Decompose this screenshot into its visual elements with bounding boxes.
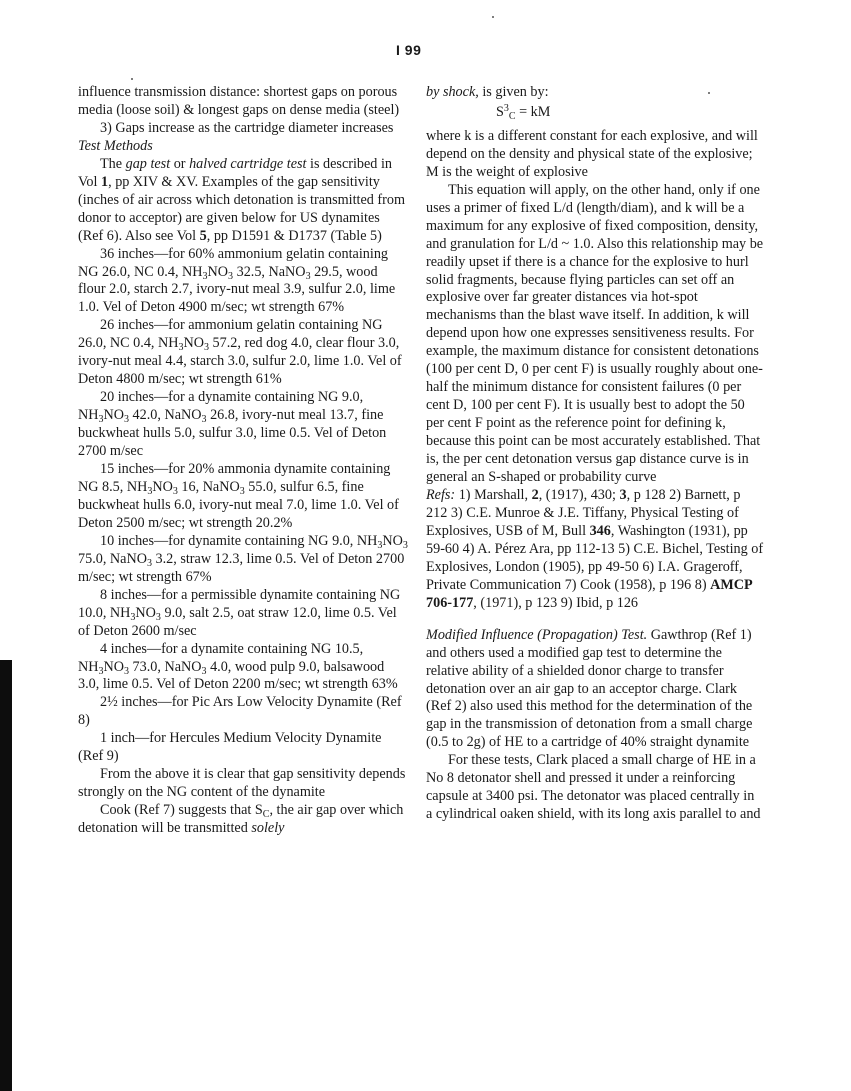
equation: $S^3_C$ = kM — [496, 102, 551, 122]
where-paragraph: where k is a different constant for each explosive, and will depend on the density and physical state of the explosive; M is the weight of explosive — [426, 127, 758, 180]
modified-influence-paragraph: Modified Influence (Propagation) Test. Gawthrop (Ref 1) and others used a modified gap test to determine the relative ability of a shielded donor charge to transfer detonation over an air gap to an acceptor charge. Clark (Ref 2) also used this method for the determination of the gap in the transmission of detonation from a small charge (0.5 to 2g) of HE to a cartridge of 40% straight dynamite — [426, 626, 753, 751]
equation-applicability-paragraph: This equation will apply, on the other hand, only if one uses a primer of fixed L/d (length/diam), and k will be a maximum for any explosive of fixed composition, density, and granulation for L/d ~ 1.0. Also this relationship may be readily upset if there is a chance for the explosive to hurl solid fragments, because flying particles can set off an explosive over far greater distances via hot-spot mechanisms than the blast wave itself. In addition, k will depend upon how one expresses sensitiveness results. For example, the maximum distance for consistent detonations (100 per cent D, 0 per cent F) is usually roughly about one-half the minimum distance for consistent failures (0 per cent D, 100 per cent F). It is usually best to adopt the 50 per cent F point as the reference point for defining k, because this point can be most accurately established. That is, the per cent detonation versus gap distance curve is in general an S-shaped or probability curve — [426, 181, 764, 486]
left-column — [78, 84, 408, 838]
shock-line: by shock, is given by: — [426, 84, 549, 100]
scan-speck — [131, 78, 133, 80]
example-36-inches: 36 inches—for 60% ammonium gelatin containing NG 26.0, NC 0.4, $NH_3NO_3$ 32.5, NaNO$_3$ 29.5, wood flour 2.0, starch 2.7, ivory-nut meal 3.9, sulfur 2.0, lime 1.0. Vel of Deton 4900 m/sec; wt strength 67% — [78, 245, 396, 316]
references: Refs: 1) Marshall, 2, (1917), 430; 3, p 128 2) Barnett, p 212 3) C.E. Munroe & J.E. Tiffany, Physical Testing of Explosives, USB of M, Bull 346, Washington (1931), pp 59-60 4) A. Pérez Ara, pp 112-13 5) C.E. Bichel, Testing of Explosives, London (1905), pp 49-50 6) I.A. Grageroff, Private Communication 7) Cook (1958), p 196 8) AMCP 706-177, (1971), p 123 9) Ibid, p 126 — [426, 486, 764, 611]
example-1-inch: 1 inch—for Hercules Medium Velocity Dynamite (Ref 9) — [78, 730, 382, 765]
example-4-inches: 4 inches—for a dynamite containing NG 10.5, $NH_3NO_3$ 73.0, NaNO$_3$ 4.0, wood pulp 9.0, balsawood 3.0, lime 0.5. Vel of Deton 2200 m/sec; wt strength 63% — [78, 640, 398, 693]
scan-speck — [708, 92, 710, 94]
right-column — [426, 84, 764, 824]
conclusion-paragraph: From the above it is clear that gap sensitivity depends strongly on the NG content of the dynamite — [78, 766, 406, 801]
example-2-5-inches: 2½ inches—for Pic Ars Low Velocity Dynamite (Ref 8) — [78, 694, 402, 729]
test-methods-paragraph: The gap test or halved cartridge test is described in Vol 1, pp XIV & XV. Examples of the gap sensitivity (inches of air across which detonation is transmitted from donor to acceptor) are given below for US dynamites (Ref 6). Also see Vol 5, pp D1591 & D1737 (Table 5) — [78, 155, 406, 244]
scan-edge-bar — [0, 660, 12, 1091]
example-26-inches: 26 inches—for ammonium gelatin containing NG 26.0, NC 0.4, $NH_3NO_3$ 57.2, red dog 4.0, clear flour 3.0, ivory-nut meal 4.4, starch 3.0, sulfur 2.0, lime 1.0. Vel of Deton 4800 m/sec; wt strength 61% — [78, 317, 402, 388]
test-methods-heading: Test Methods — [78, 137, 153, 154]
example-10-inches: 10 inches—for dynamite containing NG 9.0, $NH_3NO_3$ 75.0, NaNO$_3$ 3.2, straw 12.3, lime 0.5. Vel of Deton 2700 m/sec; wt strength 67% — [78, 532, 408, 585]
page-number: I 99 — [396, 42, 422, 58]
intro-paragraph-1: influence transmission distance: shortest gaps on porous media (loose soil) & longest gaps on dense media (steel) — [78, 84, 400, 118]
scan-speck — [492, 16, 494, 18]
example-20-inches: 20 inches—for a dynamite containing NG 9.0, $NH_3NO_3$ 42.0, NaNO$_3$ 26.8, ivory-nut meal 13.7, fine buckwheat hulls 5.0, sulfur 3.0, lime 0.5. Vel of Deton 2700 m/sec — [78, 389, 387, 460]
example-8-inches: 8 inches—for a permissible dynamite containing NG 10.0, $NH_3NO_3$ 9.0, salt 2.5, oat straw 12.0, lime 0.5. Vel of Deton 2600 m/sec — [78, 586, 401, 639]
cook-paragraph: Cook (Ref 7) suggests that $S_C$, the air gap over which detonation will be transmitted solely — [78, 802, 404, 837]
clark-paragraph: For these tests, Clark placed a small charge of HE in a No 8 detonator shell and pressed it under a reinforcing capsule at 3400 psi. The detonator was placed centrally in a cylindrical oaken shield, with its long axis parallel to and — [426, 752, 761, 823]
intro-paragraph-2: 3) Gaps increase as the cartridge diameter increases — [100, 119, 394, 136]
example-15-inches: 15 inches—for 20% ammonia dynamite containing NG 8.5, $NH_3NO_3$ 16, NaNO$_3$ 55.0, sulfur 6.5, fine buckwheat hulls 6.0, ivory-nut meal 7.0, lime 1.0. Vel of Deton 2500 m/sec; wt strength 20.2% — [78, 461, 399, 531]
